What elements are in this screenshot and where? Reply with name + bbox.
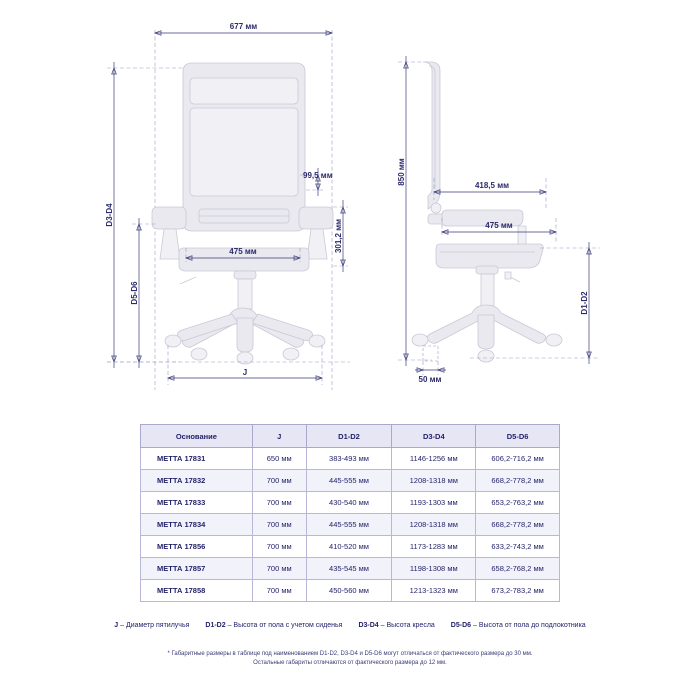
cell-d5d6: 606,2-716,2 мм bbox=[476, 448, 560, 470]
cell-j: 700 мм bbox=[252, 492, 306, 514]
side-view-group bbox=[397, 56, 600, 384]
cell-j: 650 мм bbox=[252, 448, 306, 470]
footnote-line-1: * Габаритные размеры в таблице под наименованием D1-D2, D3-D4 и D5-D6 могут отличаться от фактического размера до 30 мм. bbox=[167, 651, 533, 657]
legend bbox=[0, 622, 700, 629]
table-row bbox=[141, 536, 560, 558]
spec-table bbox=[140, 424, 560, 602]
legend-text-d3-d4: – Высота кресла bbox=[378, 622, 435, 629]
legend-text-j: – Диаметр пятилучья bbox=[118, 622, 190, 629]
dim-back-height: 850 мм bbox=[397, 158, 406, 186]
cell-d1d2: 383-493 мм bbox=[306, 448, 392, 470]
dim-seat-width: 475 мм bbox=[229, 247, 257, 256]
legend-code-d3-d4: D3-D4 bbox=[358, 622, 379, 629]
cell-d5d6: 668,2-778,2 мм bbox=[476, 514, 560, 536]
cell-d3d4: 1208-1318 мм bbox=[392, 470, 476, 492]
dim-armrest-offset: 99,5 мм bbox=[303, 171, 333, 180]
dim-d1-d2: D1-D2 bbox=[580, 291, 589, 315]
dim-armrest-height: 301,2 мм bbox=[334, 218, 343, 254]
table-header-row bbox=[141, 425, 560, 448]
cell-d1d2: 410-520 мм bbox=[306, 536, 392, 558]
cell-j: 700 мм bbox=[252, 514, 306, 536]
cell-d5d6: 633,2-743,2 мм bbox=[476, 536, 560, 558]
cell-model: МЕТТА 17832 bbox=[141, 470, 253, 492]
cell-d3d4: 1208-1318 мм bbox=[392, 514, 476, 536]
dim-base-diameter: J bbox=[242, 368, 248, 377]
cell-d5d6: 668,2-778,2 мм bbox=[476, 470, 560, 492]
cell-d1d2: 445-555 мм bbox=[306, 470, 392, 492]
cell-d1d2: 450-560 мм bbox=[306, 580, 392, 602]
legend-text-d1-d2: – Высота от пола с учетом сиденья bbox=[225, 622, 343, 629]
legend-code-d5-d6: D5-D6 bbox=[450, 622, 472, 629]
cell-model: МЕТТА 17834 bbox=[141, 514, 253, 536]
front-view-group bbox=[105, 22, 350, 390]
cell-d1d2: 445-555 мм bbox=[306, 514, 392, 536]
footnote-line-2: Остальные габариты отличаются от фактического размера до 12 мм. bbox=[253, 660, 447, 666]
cell-model: МЕТТА 17831 bbox=[141, 448, 253, 470]
cell-d3d4: 1198-1308 мм bbox=[392, 558, 476, 580]
table-row bbox=[141, 448, 560, 470]
th-base: Основание bbox=[141, 425, 253, 448]
spec-table-wrapper bbox=[140, 424, 560, 602]
dim-seat-depth: 475 мм bbox=[485, 221, 513, 230]
dim-d5-d6: D5-D6 bbox=[130, 281, 139, 305]
dim-front-width-top: 677 мм bbox=[229, 22, 258, 31]
cell-j: 700 мм bbox=[252, 536, 306, 558]
table-row bbox=[141, 514, 560, 536]
cell-d1d2: 430-540 мм bbox=[306, 492, 392, 514]
legend-code-d1-d2: D1-D2 bbox=[205, 622, 226, 629]
cell-d5d6: 673,2-783,2 мм bbox=[476, 580, 560, 602]
table-row bbox=[141, 558, 560, 580]
cell-j: 700 мм bbox=[252, 580, 306, 602]
cell-d3d4: 1193-1303 мм bbox=[392, 492, 476, 514]
legend-code-j: J bbox=[114, 622, 119, 629]
table-row bbox=[141, 470, 560, 492]
legend-item-j bbox=[114, 622, 189, 629]
cell-d3d4: 1146-1256 мм bbox=[392, 448, 476, 470]
cell-d1d2: 435-545 мм bbox=[306, 558, 392, 580]
th-d1-d2: D1-D2 bbox=[306, 425, 392, 448]
cell-model: МЕТТА 17833 bbox=[141, 492, 253, 514]
cell-d5d6: 653,2-763,2 мм bbox=[476, 492, 560, 514]
footnote bbox=[0, 650, 700, 668]
table-row bbox=[141, 492, 560, 514]
cell-model: МЕТТА 17857 bbox=[141, 558, 253, 580]
table-row bbox=[141, 580, 560, 602]
cell-j: 700 мм bbox=[252, 470, 306, 492]
cell-d3d4: 1173-1283 мм bbox=[392, 536, 476, 558]
dim-d3-d4: D3-D4 bbox=[105, 203, 114, 227]
cell-d5d6: 658,2-768,2 мм bbox=[476, 558, 560, 580]
dim-depth-total: 418,5 мм bbox=[474, 181, 510, 190]
th-d3-d4: D3-D4 bbox=[392, 425, 476, 448]
legend-text-d5-d6: – Высота от пола до подлокотника bbox=[471, 622, 586, 629]
th-j: J bbox=[252, 425, 306, 448]
legend-item-d1-d2 bbox=[205, 622, 342, 629]
th-d5-d6: D5-D6 bbox=[476, 425, 560, 448]
legend-item-d3-d4 bbox=[358, 622, 434, 629]
legend-item-d5-d6 bbox=[451, 622, 586, 629]
cell-model: МЕТТА 17856 bbox=[141, 536, 253, 558]
cell-d3d4: 1213-1323 мм bbox=[392, 580, 476, 602]
cell-model: МЕТТА 17858 bbox=[141, 580, 253, 602]
cell-j: 700 мм bbox=[252, 558, 306, 580]
dim-caster: 50 мм bbox=[418, 375, 442, 384]
